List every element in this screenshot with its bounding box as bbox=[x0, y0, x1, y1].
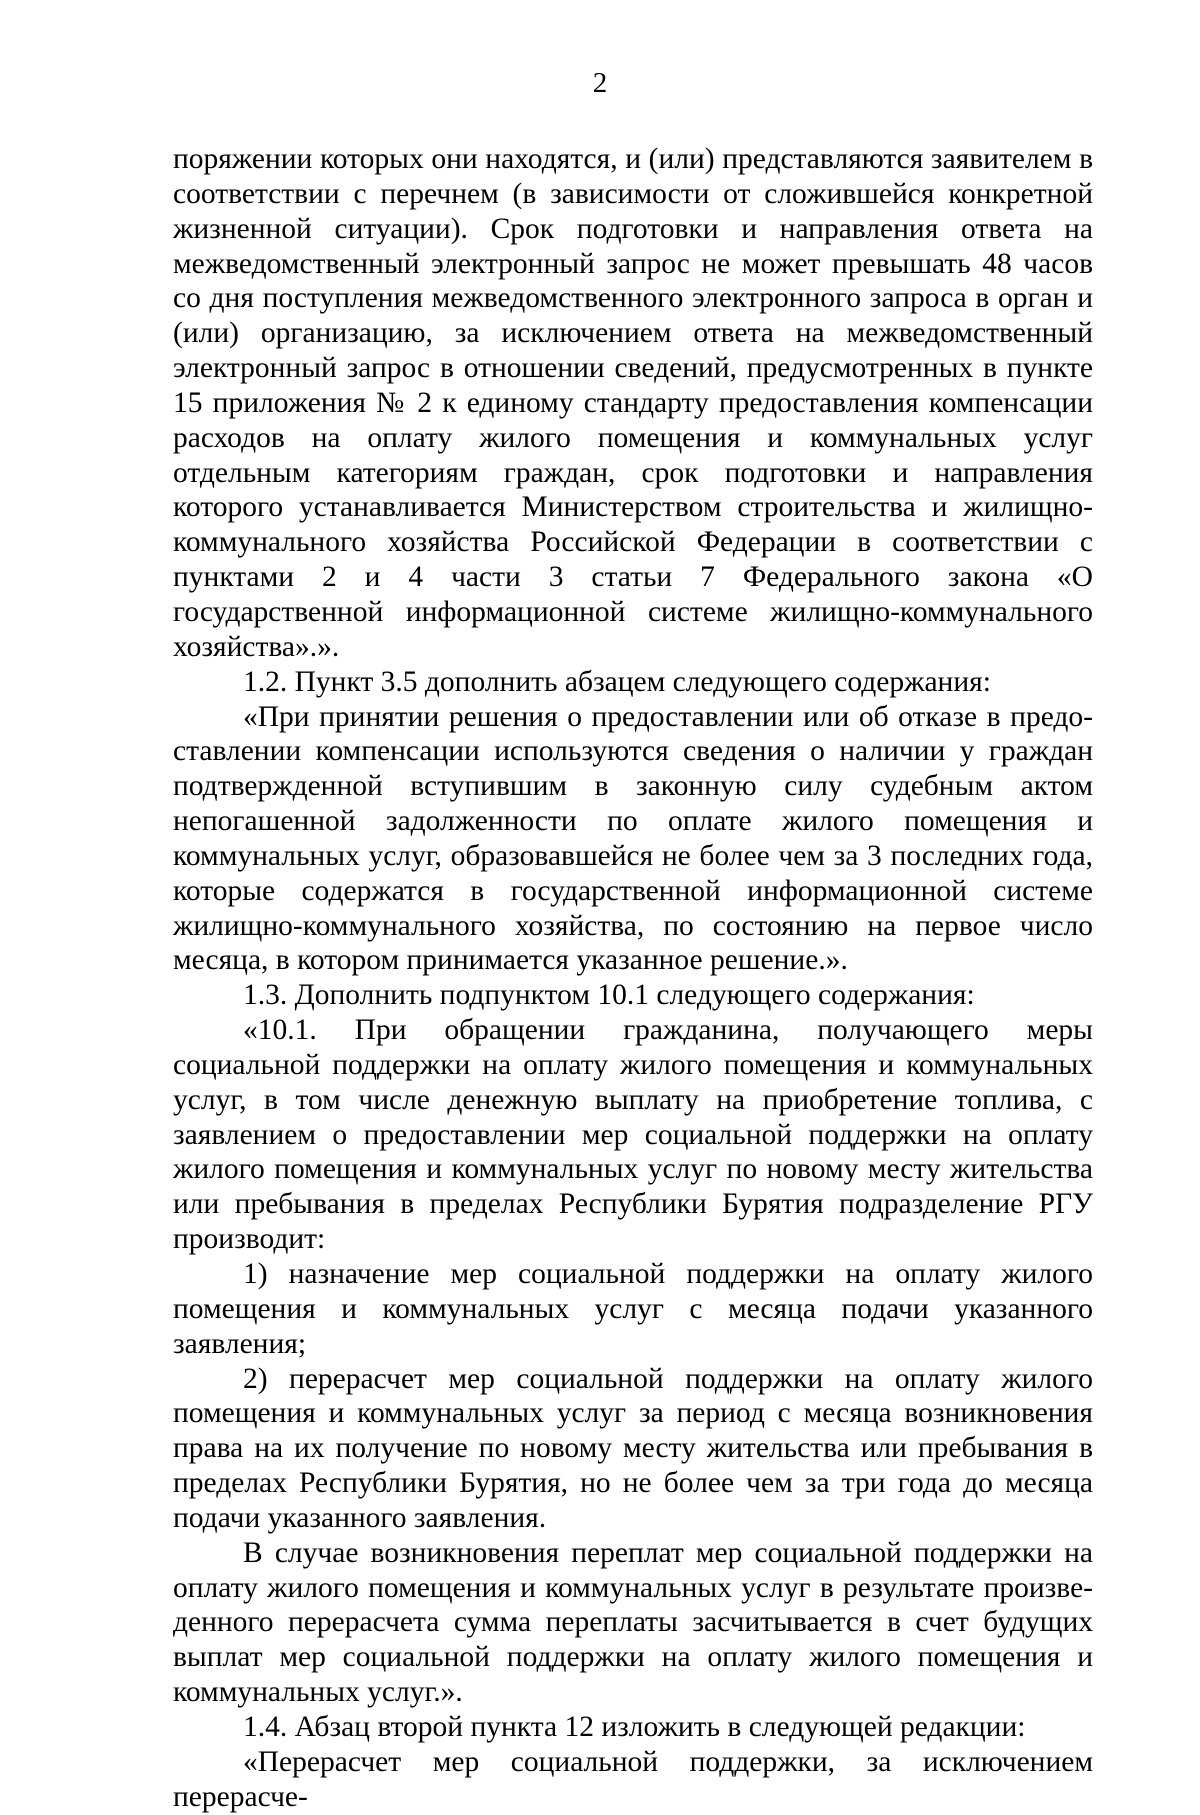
document-body bbox=[173, 142, 1093, 1815]
paragraph-quote-12: «Перерасчет мер социальной поддержки, за исключением перерасче- bbox=[173, 1745, 1093, 1813]
paragraph-subitem-2: 2) перерасчет мер социальной поддержки на оплату жилого помещения и коммунальных услуг за период с месяца возникновения права на их получение по новому месту жительства или пребывания в пределах Республики Бурятия, но не более чем за три года до месяца подачи указанного заявления. bbox=[173, 1362, 1093, 1534]
paragraph-quote-10-1: «10.1. При обращении гражданина, получающего меры социальной поддержки на оплату жилого помещения и коммунальных услуг, в том числе денежную выплату на приобретение топлива, с заявлением о предоставлении мер социальной поддержки на оплату жилого помещения и коммунальных услуг по новому месту жительства или пребывания в пределах Республики Бурятия подразделение РГУ производит: bbox=[173, 1014, 1093, 1256]
paragraph-overpayment: В случае возникновения переплат мер социальной поддержки на оплату жилого помещения и коммунальных услуг в результате произведенного перерасчета сумма переплаты засчитывается в счет будущих выплат мер социальной поддержки на оплату жилого помещения и коммунальных услуг.». bbox=[173, 1536, 1093, 1709]
paragraph-quote-3-5: «При принятии решения о предоставлении или об отказе в предоставлении компенсации используются сведения о наличии у граждан подтвержденной вступившим в законную силу судебным актом непогашенной задолженности по оплате жилого помещения и коммунальных услуг, образовавшейся не более чем за 3 последних года, которые содержатся в государственной информационной системе жилищно-коммунального хозяйства, по состоянию на первое число месяца, в котором принимается указанное решение.». bbox=[173, 700, 1093, 977]
paragraph-item-1-4: 1.4. Абзац второй пункта 12 изложить в следующей редакции: bbox=[243, 1710, 1026, 1743]
page-number: 2 bbox=[592, 67, 608, 99]
paragraph-item-1-2: 1.2. Пункт 3.5 дополнить абзацем следующего содержания: bbox=[243, 665, 991, 698]
paragraph-continuation: поряжении которых они находятся, и (или) представляются заявителем в соответствии с перечнем (в зависимости от сложившейся конкретной жизненной ситуации). Срок подготовки и направления ответа на межведомственный электронный запрос не может превышать 48 часов со дня поступления межведомственного электронного запроса в орган и (или) организацию, за исключением ответа на межведомственный электронный запрос в отношении сведений, предусмотренных в пункте 15 приложения № 2 к единому стандарту предоставления компенсации расходов на оплату жилого помещения и коммунальных услуг отдельным категориям граждан, срок подготовки и направления которого устанавливается Министерством строительства и жилищно-коммунального хозяйства Российской Федерации в соответствии с пунктами 2 и 4 части 3 статьи 7 Федерального закона «О государственной информационной системе жилищно-коммунального хозяйства».». bbox=[173, 143, 1093, 663]
paragraph-subitem-1: 1) назначение мер социальной поддержки на оплату жилого помещения и коммунальных услуг с месяца подачи указанного заявления; bbox=[173, 1258, 1093, 1360]
paragraph-item-1-3: 1.3. Дополнить подпунктом 10.1 следующего содержания: bbox=[243, 979, 975, 1012]
